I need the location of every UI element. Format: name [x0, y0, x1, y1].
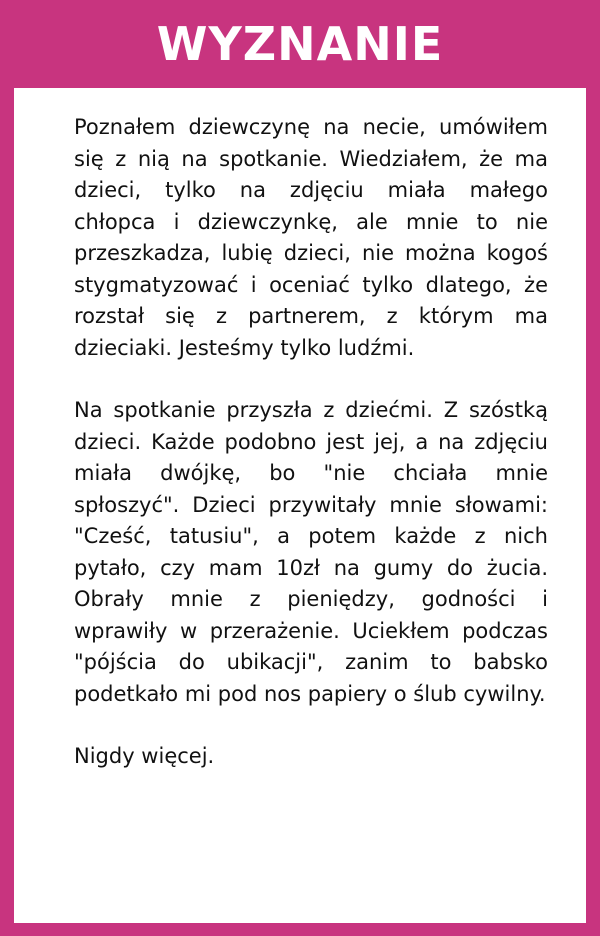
confession-panel	[14, 88, 586, 923]
paragraph-1: Poznałem dziewczynę na necie, umówiłem się z nią na spotkanie. Wiedziałem, że ma dzieci, tylko na zdjęciu miała małego chłopca i dziewczynkę, ale mnie to nie przeszkadza, lubię dzieci, nie można kogoś stygmatyzować i oceniać tylko dlatego, że rozstał się z partnerem, z którym ma dzieciaki. Jesteśmy tylko ludźmi.	[74, 115, 548, 360]
confession-text	[74, 112, 548, 804]
paragraph-3: Nigdy więcej.	[74, 744, 215, 768]
page-title: WYZNANIE	[156, 17, 444, 71]
paragraph-2: Na spotkanie przyszła z dziećmi. Z szóstką dzieci. Każde podobno jest jej, a na zdjęciu miała dwójkę, bo "nie chciała mnie spłoszyć". Dzieci przywitały mnie słowami: "Cześć, tatusiu", a potem każde z nich pytało, czy mam 10zł na gumy do żucia. Obrały mnie z pieniędzy, godności i wprawiły w przerażenie. Uciekłem podczas "pójścia do ubikacji", zanim to babsko podetkało mi pod nos papiery o ślub cywilny.	[74, 398, 548, 706]
